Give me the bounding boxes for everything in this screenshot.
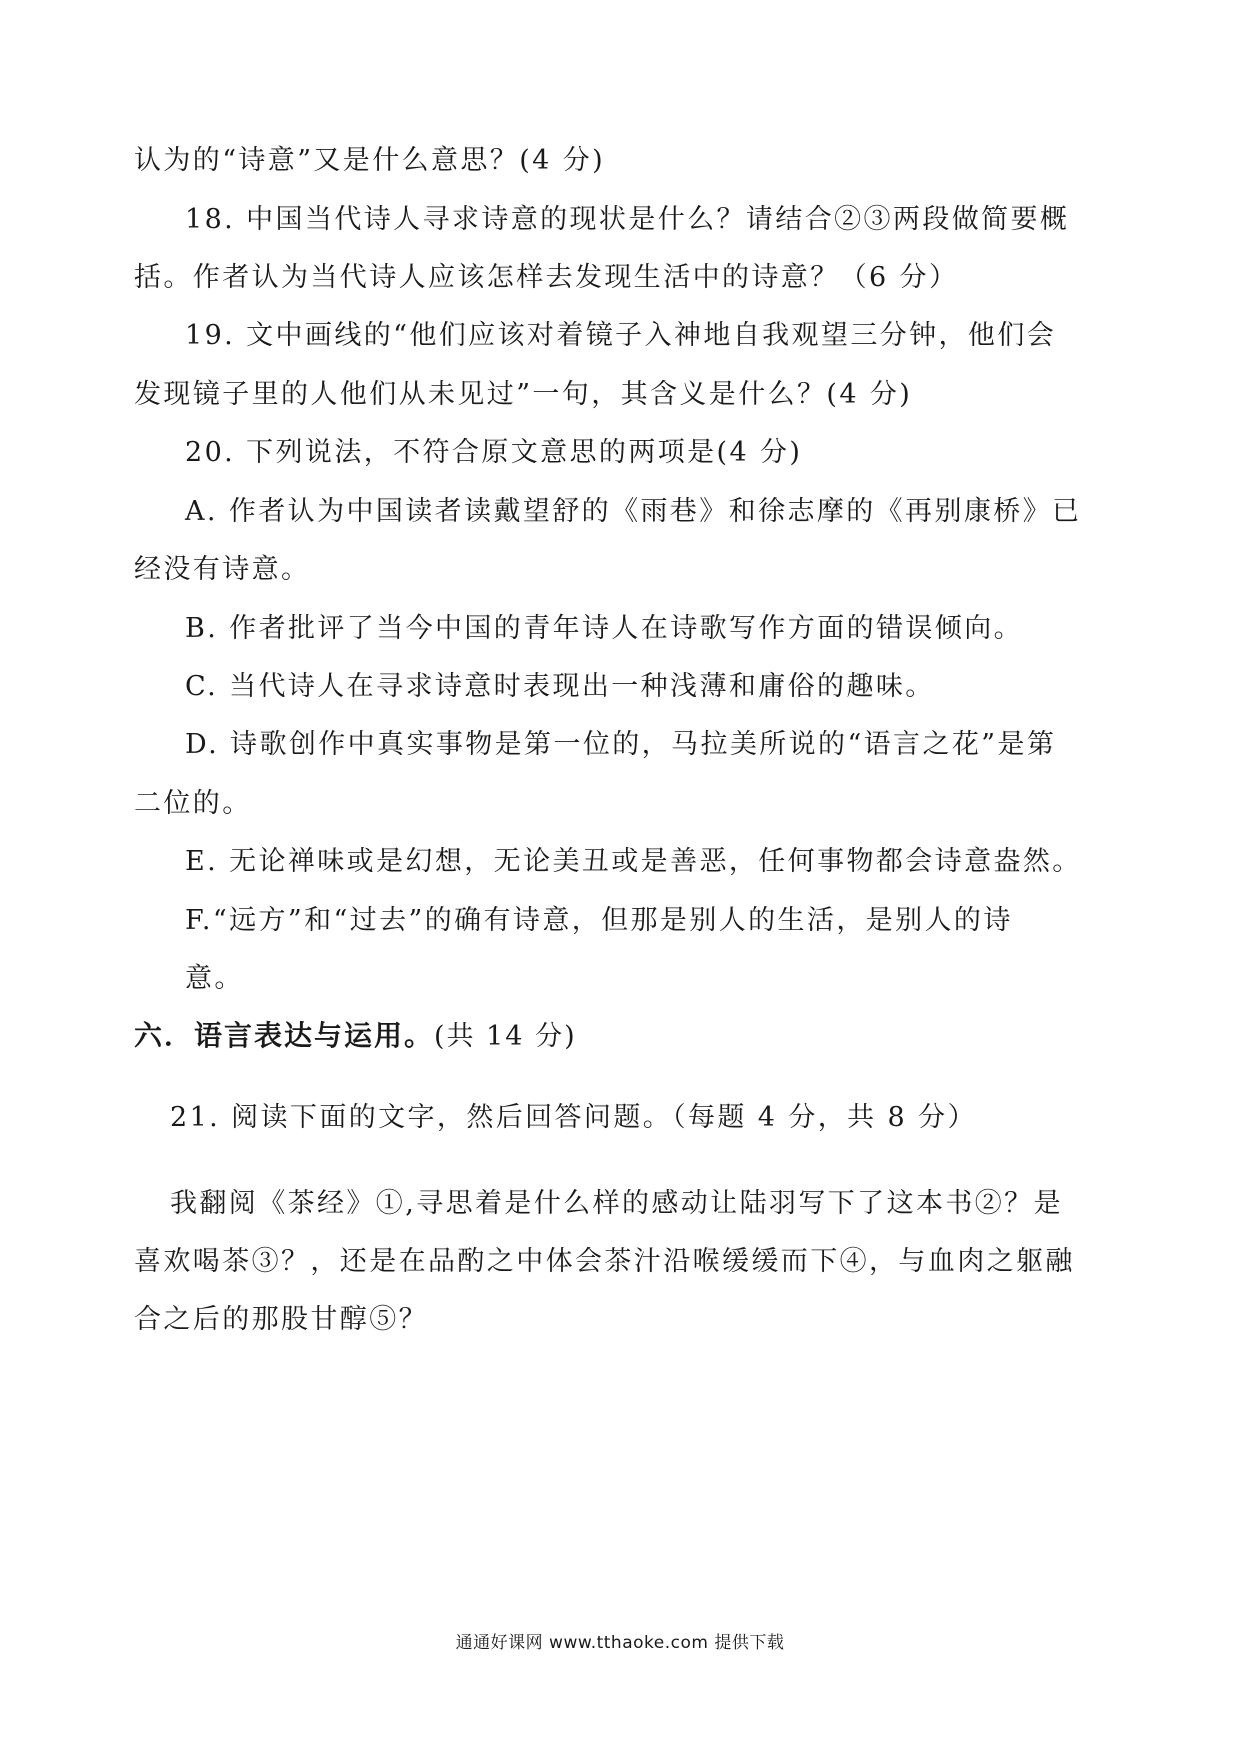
footer-source-note: 通通好课网 www.tthaoke.com 提供下载	[455, 1633, 785, 1653]
section-6-title: 六．语言表达与运用。	[134, 1019, 435, 1052]
question-18-line-1: 18. 中国当代诗人寻求诗意的现状是什么？请结合②③两段做简要概	[185, 204, 1070, 235]
passage-line-3: 合之后的那股甘醇⑤？	[134, 1304, 428, 1335]
option-e: E. 无论禅味或是幻想，无论美丑或是善恶，任何事物都会诗意盎然。	[185, 846, 1082, 877]
question-18-line-2: 括。作者认为当代诗人应该怎样去发现生活中的诗意？（6 分）	[134, 262, 959, 293]
question-17-continuation: 认为的“诗意”又是什么意思？(4 分)	[134, 145, 606, 176]
passage-line-1: 我翻阅《茶经》①,寻思着是什么样的感动让陆羽写下了这本书②？是	[170, 1188, 1063, 1219]
section-6-points: (共 14 分)	[434, 1021, 577, 1052]
option-b: B. 作者批评了当今中国的青年诗人在诗歌写作方面的错误倾向。	[185, 613, 1024, 644]
section-6-heading	[134, 1018, 577, 1055]
option-a-line-2: 经没有诗意。	[134, 554, 311, 585]
option-f-line-1: F.“远方”和“过去”的确有诗意，但那是别人的生活，是别人的诗	[185, 905, 1013, 936]
passage-line-2: 喜欢喝茶③？，还是在品酌之中体会茶汁沿喉缓缓而下④，与血肉之躯融	[134, 1246, 1075, 1277]
question-19-line-1: 19. 文中画线的“他们应该对着镜子入神地自我观望三分钟，他们会	[185, 320, 1057, 351]
option-d-line-1: D. 诗歌创作中真实事物是第一位的，马拉美所说的“语言之花”是第	[185, 729, 1057, 760]
option-a-line-1: A. 作者认为中国读者读戴望舒的《雨巷》和徐志摩的《再别康桥》已	[185, 496, 1082, 527]
question-19-line-2: 发现镜子里的人他们从未见过”一句，其含义是什么？(4 分)	[134, 379, 913, 410]
question-20: 20. 下列说法，不符合原文意思的两项是(4 分)	[185, 437, 803, 468]
option-c: C. 当代诗人在寻求诗意时表现出一种浅薄和庸俗的趣味。	[185, 671, 935, 702]
option-d-line-2: 二位的。	[134, 788, 252, 819]
question-21: 21. 阅读下面的文字，然后回答问题。（每题 4 分，共 8 分）	[170, 1102, 977, 1133]
option-f-line-2: 意。	[185, 963, 244, 994]
